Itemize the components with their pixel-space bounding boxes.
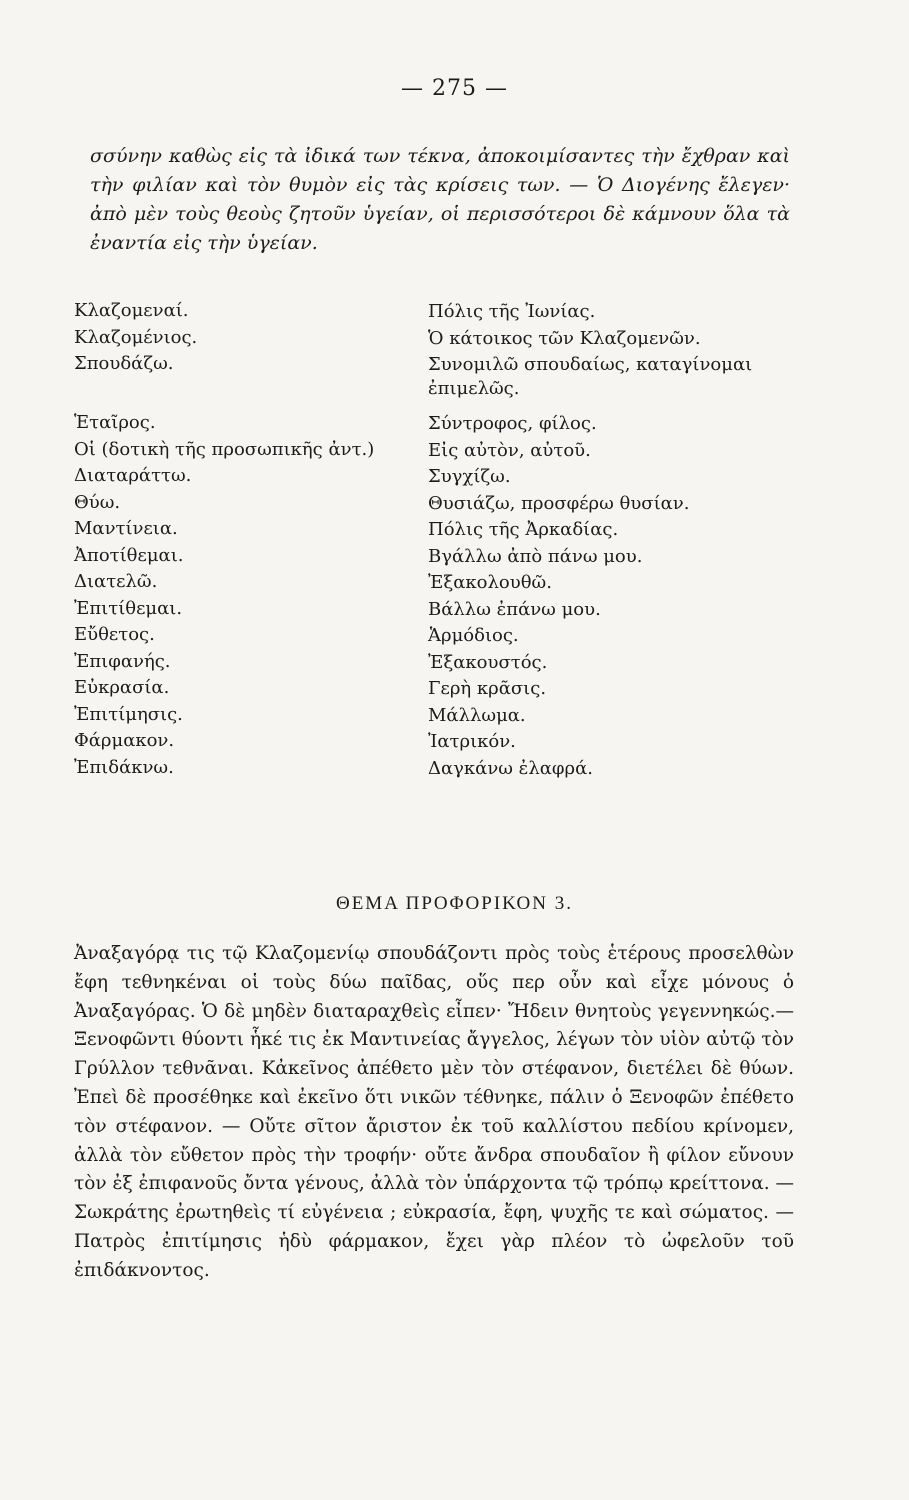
section-heading: ΘΕΜΑ ΠΡΟΦΟΡΙΚΟΝ 3.: [335, 893, 573, 914]
vocab-row: [74, 465, 794, 492]
vocab-definition: Μάλλωμα.: [428, 704, 526, 726]
vocab-row: [74, 624, 794, 651]
vocab-term: Ἐπιτίθεμαι.: [74, 597, 183, 619]
vocab-definition: Δαγκάνω ἐλαφρά.: [428, 757, 593, 779]
vocab-term: Ἐπιδάκνω.: [74, 756, 174, 778]
vocab-row: [74, 439, 794, 466]
vocab-definition: Εἰς αὐτὸν, αὐτοῦ.: [428, 439, 591, 461]
vocab-definition: Ἐξακολουθῶ.: [428, 572, 552, 593]
vocab-row: [74, 353, 794, 404]
vocab-term: Φάρμακον.: [74, 730, 175, 751]
vocab-row: [74, 598, 794, 625]
vocab-term: Εὐκρασία.: [74, 677, 170, 698]
vocab-definition: Βάλλω ἐπάνω μου.: [428, 598, 601, 620]
vocab-definition: Συνομιλῶ σπουδαίως, καταγίνομαι ἐπιμελῶς.: [428, 354, 753, 399]
intro-paragraph: [90, 142, 790, 258]
vocab-definition: Γερὴ κρᾶσις.: [428, 678, 547, 699]
vocab-term: Κλαζομεναί.: [74, 300, 189, 321]
vocab-row: [74, 327, 794, 354]
intro-text: σσύνην καθὼς εἰς τὰ ἰδικά των τέκνα, ἀποκοιμίσαντες τὴν ἔχθραν καὶ τὴν φιλίαν καὶ τὸν θυμὸν εἰς τὰς κρίσεις των. — Ὁ Διογένης ἔλεγεν· ἀπὸ μὲν τοὺς θεοὺς ζητοῦν ὑγείαν, οἱ περισσότεροι δὲ κάμνουν ὅλα τὰ ἐναντία εἰς τὴν ὑγείαν.: [90, 145, 790, 254]
vocab-term: Σπουδάζω.: [74, 353, 174, 374]
page-number: — 275 —: [401, 76, 508, 101]
vocab-definition: Ὁ κάτοικος τῶν Κλαζομενῶν.: [428, 327, 701, 349]
vocab-row: [74, 545, 794, 572]
vocab-row: [74, 571, 794, 598]
vocab-row: [74, 492, 794, 519]
vocab-row: [74, 677, 794, 704]
vocab-row: [74, 730, 794, 757]
vocab-row: [74, 412, 794, 439]
vocab-row: [74, 757, 794, 784]
vocab-term: Μαντίνεια.: [74, 518, 178, 539]
vocabulary-list: [74, 300, 794, 783]
vocab-row: [74, 704, 794, 731]
vocab-row: [74, 651, 794, 678]
vocab-definition: Πόλις τῆς Ἀρκαδίας.: [428, 519, 619, 540]
vocab-definition: Σύντροφος, φίλος.: [428, 413, 597, 434]
vocab-term: Ἐπιτίμησις.: [74, 703, 183, 725]
vocab-definition: Ἁρμόδιος.: [428, 625, 519, 646]
vocab-definition: Ἰατρικόν.: [428, 731, 516, 752]
vocab-term: Ἑταῖρος.: [74, 412, 156, 433]
vocab-row: [74, 300, 794, 327]
vocab-term: Οἱ (δοτικὴ τῆς προσωπικῆς ἀντ.): [74, 438, 375, 460]
exercise-text: [74, 940, 794, 1286]
vocab-term: Θύω.: [74, 491, 121, 513]
vocab-row: [74, 518, 794, 545]
vocab-term: Διαταράττω.: [74, 465, 192, 486]
vocab-term: Ἀποτίθεμαι.: [74, 544, 184, 566]
vocab-term: Εὔθετος.: [74, 624, 155, 645]
exercise-paragraph: Ἀναξαγόρᾳ τις τῷ Κλαζομενίῳ σπουδάζοντι πρὸς τοὺς ἑτέρους προσελθὼν ἔφη τεθνηκέναι οἱ τοὺς δύω παῖδας, οὕς περ οὖν καὶ εἶχε μόνους ὁ Ἀναξαγόρας. Ὁ δὲ μηδὲν διαταραχθεὶς εἶπεν· Ἤδειν θνητοὺς γεγεννηκώς.— Ξενοφῶντι θύοντι ἧκέ τις ἐκ Μαντινείας ἄγγελος, λέγων τὸν υἱὸν αὐτῷ τὸν Γρύλλον τεθνᾶναι. Κἀκεῖνος ἀπέθετο μὲν τὸν στέφανον, διετέλει δὲ θύων. Ἐπεὶ δὲ προσέθηκε καὶ ἐκεῖνο ὅτι νικῶν τέθνηκε, πάλιν ὁ Ξενοφῶν ἐπέθετο τὸν στέφανον. — Οὔτε σῖτον ἄριστον ἐκ τοῦ καλλίστου πεδίου κρίνομεν, ἀλλὰ τὸν εὔθετον πρὸς τὴν τροφήν· οὔτε ἄνδρα σπουδαῖον ἢ φίλον εὔνουν τὸν ἐξ ἐπιφανοῦς ὄντα γένους, ἀλλὰ τὸν ὑπάρχοντα τῷ τρόπῳ κρείττονα. — Σωκράτης ἐρωτηθεὶς τί εὐγένεια ; εὐκρασία, ἔφη, ψυχῆς τε καὶ σώματος. —Πατρὸς ἐπιτίμησις ἡδὺ φάρμακον, ἔχει γὰρ πλέον τὸ ὠφελοῦν τοῦ ἐπιδάκνοντος.: [74, 943, 794, 1281]
vocab-definition: Συγχίζω.: [428, 466, 511, 487]
vocab-definition: Θυσιάζω, προσφέρω θυσίαν.: [428, 492, 690, 514]
vocab-term: Κλαζομένιος.: [74, 326, 198, 348]
vocab-term: Ἐπιφανής.: [74, 650, 171, 672]
vocab-term: Διατελῶ.: [74, 571, 158, 592]
vocab-definition: Ἐξακουστός.: [428, 651, 548, 673]
vocab-definition: Βγάλλω ἀπὸ πάνω μου.: [428, 545, 643, 567]
vocab-definition: Πόλις τῆς Ἰωνίας.: [428, 301, 596, 322]
